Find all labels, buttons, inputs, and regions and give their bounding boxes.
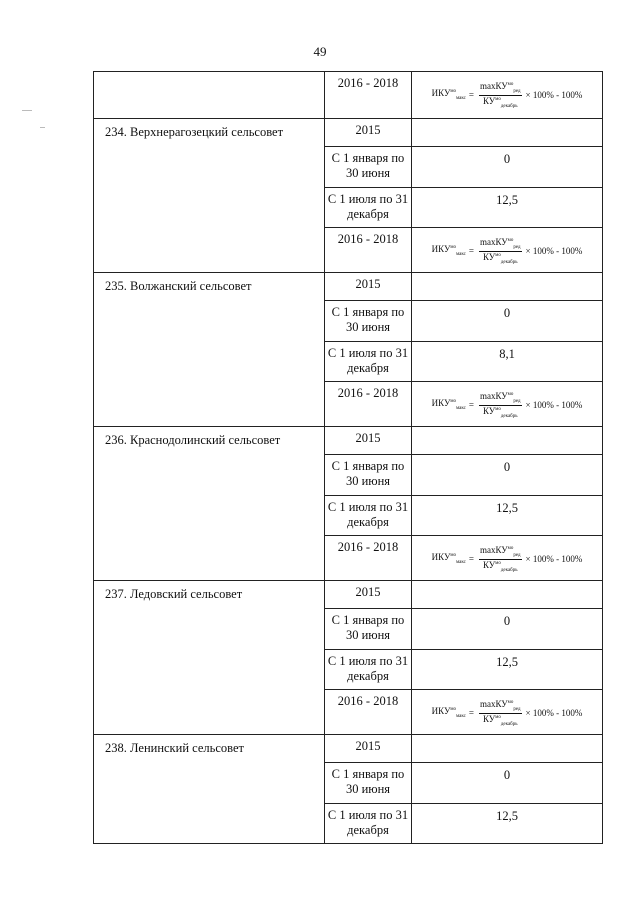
margin-mark xyxy=(22,110,32,111)
value-cell xyxy=(412,455,603,496)
year-text: 2015 xyxy=(355,431,381,445)
year-cell xyxy=(325,273,412,301)
formula-wrapper xyxy=(412,536,602,573)
formula-equals: = xyxy=(468,89,474,100)
formula-wrapper xyxy=(412,72,602,109)
formula-fraction xyxy=(479,238,522,265)
settlement-cell xyxy=(94,72,325,119)
period-text: 2016 - 2018 xyxy=(337,694,399,708)
value-cell xyxy=(412,228,603,273)
formula-fraction xyxy=(479,546,522,573)
year-cell xyxy=(325,427,412,455)
value-cell xyxy=(412,496,603,536)
period-cell xyxy=(325,763,412,804)
formula-denominator: $КУ^{мо}_{декабрь}$ xyxy=(482,95,518,109)
table-row xyxy=(94,427,603,455)
value-text: 0 xyxy=(503,614,511,628)
value-text: 12,5 xyxy=(496,809,518,823)
formula-denominator: $КУ^{мо}_{декабрь}$ xyxy=(482,405,518,419)
period-text: С 1 января по 30 июня xyxy=(331,767,405,796)
formula-lhs: $ИКУ^{мо}_{макс}$ xyxy=(431,398,466,412)
margin-mark xyxy=(40,127,45,128)
period-cell xyxy=(325,147,412,188)
period-cell xyxy=(325,342,412,382)
formula-tail: × 100% - 100% xyxy=(525,89,583,100)
formula-tail: × 100% - 100% xyxy=(525,553,583,564)
value-cell xyxy=(412,382,603,427)
formula-fraction xyxy=(479,82,522,109)
period-cell xyxy=(325,228,412,273)
formula-tail: × 100% - 100% xyxy=(525,399,583,410)
value-text: 0 xyxy=(503,306,511,320)
period-text: 2016 - 2018 xyxy=(337,76,399,90)
value-cell xyxy=(412,609,603,650)
page-number: 49 xyxy=(313,44,327,59)
year-text: 2015 xyxy=(355,739,381,753)
formula xyxy=(432,82,583,109)
formula xyxy=(432,546,583,573)
period-text: С 1 января по 30 июня xyxy=(331,613,405,642)
settlement-name: 234. Верхнерагозецкий сельсовет xyxy=(105,125,284,139)
year-text: 2015 xyxy=(355,585,381,599)
formula-numerator: maxКУ$^{мо}_{ред}$ xyxy=(479,545,521,558)
formula-numerator: maxКУ$^{мо}_{ред}$ xyxy=(479,237,521,250)
value-text: 12,5 xyxy=(496,655,518,669)
period-cell xyxy=(325,72,412,119)
formula-equals: = xyxy=(468,707,474,718)
year-cell xyxy=(325,735,412,763)
formula-equals: = xyxy=(468,553,474,564)
settlement-cell xyxy=(94,119,325,273)
settlement-cell xyxy=(94,735,325,844)
period-cell xyxy=(325,382,412,427)
value-cell xyxy=(412,147,603,188)
formula-lhs: $ИКУ^{мо}_{макс}$ xyxy=(431,244,466,258)
formula-numerator: maxКУ$^{мо}_{ред}$ xyxy=(479,81,521,94)
formula-denominator: $КУ^{мо}_{декабрь}$ xyxy=(482,713,518,727)
tariff-table xyxy=(93,71,603,844)
formula-lhs: $ИКУ^{мо}_{макс}$ xyxy=(431,88,466,102)
settlement-name: 236. Краснодолинский сельсовет xyxy=(105,433,281,447)
period-text: С 1 июля по 31 декабря xyxy=(327,346,409,375)
settlement-cell xyxy=(94,581,325,735)
period-text: 2016 - 2018 xyxy=(337,386,399,400)
settlement-name: 237. Ледовский сельсовет xyxy=(105,587,243,601)
formula-equals: = xyxy=(468,245,474,256)
value-cell xyxy=(412,650,603,690)
settlement-name: 238. Ленинский сельсовет xyxy=(105,741,244,755)
year-text: 2015 xyxy=(355,277,381,291)
formula-wrapper xyxy=(412,228,602,265)
period-cell xyxy=(325,804,412,844)
settlement-cell xyxy=(94,427,325,581)
value-cell xyxy=(412,804,603,844)
formula-equals: = xyxy=(468,399,474,410)
year-cell xyxy=(325,119,412,147)
value-text: 8,1 xyxy=(499,347,515,361)
value-cell xyxy=(412,690,603,735)
period-text: С 1 января по 30 июня xyxy=(331,151,405,180)
period-cell xyxy=(325,188,412,228)
table-row xyxy=(94,273,603,301)
formula-denominator: $КУ^{мо}_{декабрь}$ xyxy=(482,251,518,265)
value-cell xyxy=(412,273,603,301)
value-cell xyxy=(412,188,603,228)
period-text: С 1 июля по 31 декабря xyxy=(327,808,409,837)
period-cell xyxy=(325,301,412,342)
formula xyxy=(432,392,583,419)
value-text: 12,5 xyxy=(496,501,518,515)
year-text: 2015 xyxy=(355,123,381,137)
table-row xyxy=(94,72,603,119)
formula-wrapper xyxy=(412,690,602,727)
formula xyxy=(432,700,583,727)
period-text: С 1 июля по 31 декабря xyxy=(327,192,409,221)
period-cell xyxy=(325,609,412,650)
value-cell xyxy=(412,342,603,382)
period-cell xyxy=(325,690,412,735)
period-text: 2016 - 2018 xyxy=(337,232,399,246)
year-cell xyxy=(325,581,412,609)
period-text: С 1 июля по 31 декабря xyxy=(327,500,409,529)
formula-lhs: $ИКУ^{мо}_{макс}$ xyxy=(431,552,466,566)
value-cell xyxy=(412,301,603,342)
table-row xyxy=(94,581,603,609)
value-cell xyxy=(412,536,603,581)
period-text: 2016 - 2018 xyxy=(337,540,399,554)
period-text: С 1 июля по 31 декабря xyxy=(327,654,409,683)
value-cell xyxy=(412,735,603,763)
formula-denominator: $КУ^{мо}_{декабрь}$ xyxy=(482,559,518,573)
table-row xyxy=(94,119,603,147)
period-cell xyxy=(325,496,412,536)
formula xyxy=(432,238,583,265)
value-cell xyxy=(412,72,603,119)
table-row xyxy=(94,735,603,763)
value-cell xyxy=(412,581,603,609)
formula-tail: × 100% - 100% xyxy=(525,245,583,256)
period-cell xyxy=(325,650,412,690)
formula-numerator: maxКУ$^{мо}_{ред}$ xyxy=(479,391,521,404)
value-cell xyxy=(412,763,603,804)
settlement-cell xyxy=(94,273,325,427)
value-text: 0 xyxy=(503,460,511,474)
value-cell xyxy=(412,119,603,147)
period-cell xyxy=(325,455,412,496)
value-cell xyxy=(412,427,603,455)
formula-tail: × 100% - 100% xyxy=(525,707,583,718)
formula-lhs: $ИКУ^{мо}_{макс}$ xyxy=(431,706,466,720)
formula-fraction xyxy=(479,392,522,419)
period-cell xyxy=(325,536,412,581)
value-text: 12,5 xyxy=(496,193,518,207)
settlement-name: 235. Волжанский сельсовет xyxy=(105,279,252,293)
period-text: С 1 января по 30 июня xyxy=(331,305,405,334)
value-text: 0 xyxy=(503,152,511,166)
value-text: 0 xyxy=(503,768,511,782)
formula-wrapper xyxy=(412,382,602,419)
formula-fraction xyxy=(479,700,522,727)
period-text: С 1 января по 30 июня xyxy=(331,459,405,488)
formula-numerator: maxКУ$^{мо}_{ред}$ xyxy=(479,699,521,712)
